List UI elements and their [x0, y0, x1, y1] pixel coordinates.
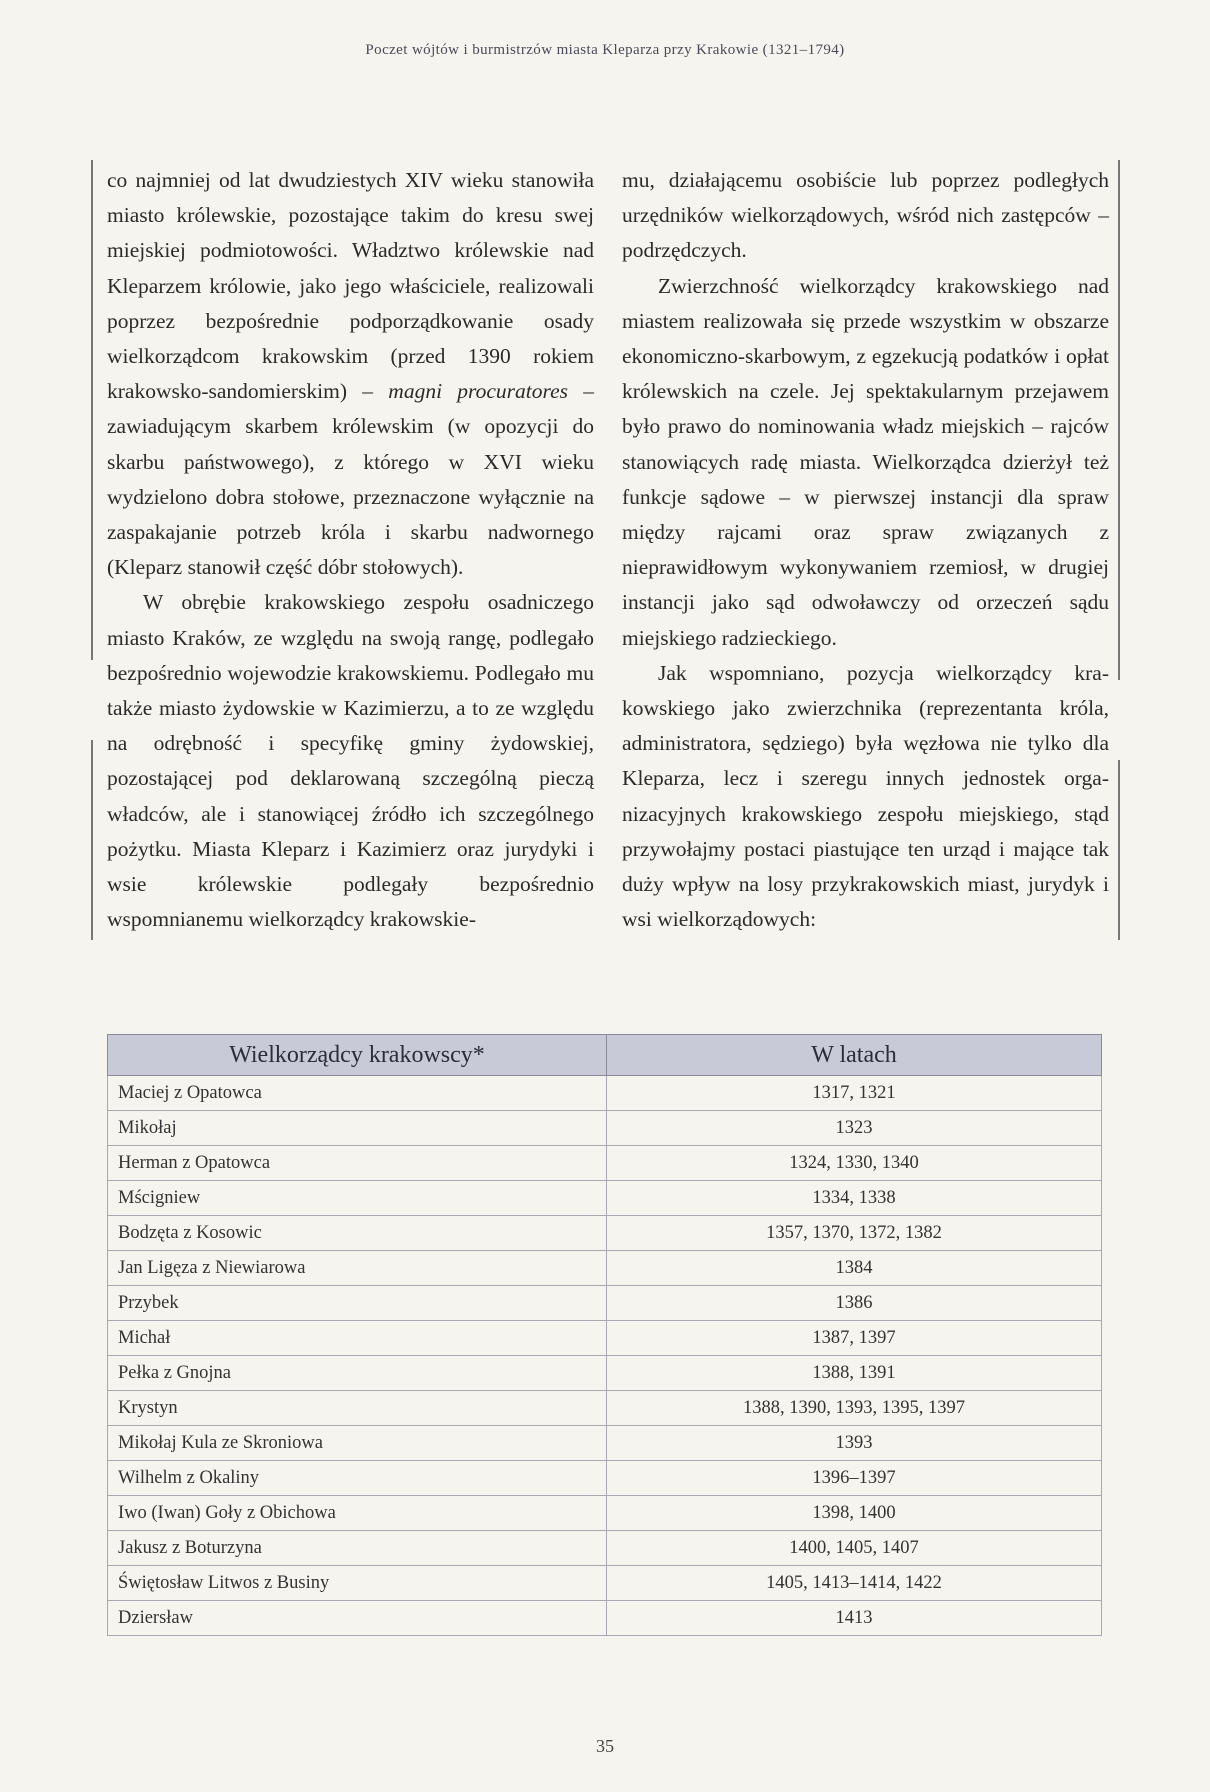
- table-row: [108, 1496, 1102, 1531]
- official-name: Jan Ligęza z Niewiarowa: [108, 1251, 607, 1286]
- left-paragraph-1-start: co najmniej od lat dwudziestych XIV wieku stanowiła miasto królewskie, pozostające takim do kresu swej miejskiej podmiotowości. Władztwo królewskie nad Kleparzem królowie, jako jego właściciele, realizowali poprzez bezpośrednie podporządkowanie osady wielkorządcom krakowskim (przed 1390 rokiem krakowsko-sandomierskim) –: [107, 168, 594, 404]
- table-row: [108, 1111, 1102, 1146]
- official-years: 1400, 1405, 1407: [607, 1531, 1102, 1566]
- table-header-row: [108, 1035, 1102, 1076]
- official-name: Wilhelm z Okaliny: [108, 1461, 607, 1496]
- official-years: 1388, 1390, 1393, 1395, 1397: [607, 1391, 1102, 1426]
- official-name: Michał: [108, 1321, 607, 1356]
- right-paragraph-2: Zwierzchność wielkorządcy krakowskiego nad miastem realizowała się przede wszystkim w obszarze ekonomiczno-skarbowym, z egzekucją podatków i opłat królewskich na czele. Jej spektakularnym przejawem było prawo do nominowania władz miejskich – rajców stanowiących radę miasta. Wielkorządca dzierżył też funkcje sądowe – w pierwszej instancji dla spraw między rajcami oraz spraw związanych z nieprawidłowym wykonywaniem rzemiosł, w drugiej instancji jako sąd odwoławczy od orzeczeń sądu miejskiego radzieckiego.: [622, 273, 1109, 650]
- official-name: Mścigniew: [108, 1181, 607, 1216]
- official-name: Iwo (Iwan) Goły z Obichowa: [108, 1496, 607, 1531]
- table-row: [108, 1251, 1102, 1286]
- table-row: [108, 1356, 1102, 1391]
- officials-table-body: [108, 1076, 1102, 1636]
- officials-table: [107, 1034, 1102, 1636]
- official-years: 1386: [607, 1286, 1102, 1321]
- table-row: [108, 1566, 1102, 1601]
- left-text-column: [107, 163, 594, 937]
- right-paragraph-1: mu, działającemu osobiście lub poprzez podległych urzędników wielkorządowych, wśród nich zastępców – podrzędczych.: [622, 168, 1109, 263]
- official-years: 1396–1397: [607, 1461, 1102, 1496]
- official-years: 1387, 1397: [607, 1321, 1102, 1356]
- table-row: [108, 1076, 1102, 1111]
- left-paragraph-2: W obrębie krakowskiego zespołu osadniczego miasto Kraków, ze względu na swoją rangę, podlegało bezpośrednio wojewodzie krakowskiemu. Podlegało mu także miasto żydowskie w Kazimierzu, a to ze względu na odrębność i specyfikę gminy żydowskiej, pozostającej pod deklarowaną szczególną pieczą władców, ale i stanowiącej źródło ich szczególnego pożytku. Miasta Kleparz i Kazimierz oraz jurydyki i wsie królewskie podlegały bezpośrednio wspomnianemu wielkorządcy krakowskie-: [107, 590, 594, 932]
- table-row: [108, 1426, 1102, 1461]
- table-row: [108, 1391, 1102, 1426]
- table-row: [108, 1181, 1102, 1216]
- left-paragraph-1-end: – zawiadującym skarbem królewskim (w opozycji do skarbu państwowego), z którego w XVI wieku wydzielono dobra stołowe, przeznaczone wyłącznie na zaspakajanie potrzeb króla i skarbu nadwornego (Kleparz stanowił część dóbr stołowych).: [107, 379, 594, 580]
- official-years: 1405, 1413–1414, 1422: [607, 1566, 1102, 1601]
- official-name: Mikołaj Kula ze Skroniowa: [108, 1426, 607, 1461]
- official-name: Jakusz z Boturzyna: [108, 1531, 607, 1566]
- table-row: [108, 1461, 1102, 1496]
- latin-term: magni procuratores: [388, 379, 568, 404]
- official-years: 1323: [607, 1111, 1102, 1146]
- right-text-column: [622, 163, 1109, 937]
- official-name: Maciej z Opatowca: [108, 1076, 607, 1111]
- official-years: 1317, 1321: [607, 1076, 1102, 1111]
- table-row: [108, 1146, 1102, 1181]
- column-header-years: W latach: [607, 1035, 1102, 1076]
- official-name: Pełka z Gnojna: [108, 1356, 607, 1391]
- official-years: 1388, 1391: [607, 1356, 1102, 1391]
- official-name: Dziersław: [108, 1601, 607, 1636]
- table-row: [108, 1531, 1102, 1566]
- table-row: [108, 1286, 1102, 1321]
- official-name: Krystyn: [108, 1391, 607, 1426]
- official-years: 1413: [607, 1601, 1102, 1636]
- official-name: Herman z Opatowca: [108, 1146, 607, 1181]
- official-years: 1324, 1330, 1340: [607, 1146, 1102, 1181]
- official-years: 1398, 1400: [607, 1496, 1102, 1531]
- official-name: Mikołaj: [108, 1111, 607, 1146]
- right-margin-rule-lower: [1118, 760, 1120, 940]
- right-margin-rule: [1118, 160, 1120, 680]
- official-name: Świętosław Litwos z Businy: [108, 1566, 607, 1601]
- official-years: 1357, 1370, 1372, 1382: [607, 1216, 1102, 1251]
- table-row: [108, 1321, 1102, 1356]
- official-years: 1384: [607, 1251, 1102, 1286]
- column-header-officials: Wielkorządcy krakowscy*: [108, 1035, 607, 1076]
- running-header: Poczet wójtów i burmistrzów miasta Kleparza przy Krakowie (1321–1794): [365, 42, 845, 58]
- official-name: Bodzęta z Kosowic: [108, 1216, 607, 1251]
- right-paragraph-3: Jak wspomniano, pozycja wielkorządcy krakowskiego jako zwierzchnika (reprezentanta króla, administratora, sędziego) była węzłowa nie tylko dla Kleparza, lecz i szeregu innych jednostek organizacyjnych krakowskiego zespołu miejskiego, stąd przywołajmy postaci piastujące ten urząd i mające tak duży wpływ na losy przykrakowskich miast, jurydyk i wsi wielkorządowych:: [622, 660, 1109, 932]
- left-margin-rule: [91, 160, 93, 660]
- official-years: 1393: [607, 1426, 1102, 1461]
- table-row: [108, 1601, 1102, 1636]
- left-margin-rule-lower: [91, 740, 93, 940]
- page-number: 35: [596, 1736, 614, 1756]
- table-row: [108, 1216, 1102, 1251]
- official-name: Przybek: [108, 1286, 607, 1321]
- official-years: 1334, 1338: [607, 1181, 1102, 1216]
- left-paragraph-1: [107, 163, 594, 585]
